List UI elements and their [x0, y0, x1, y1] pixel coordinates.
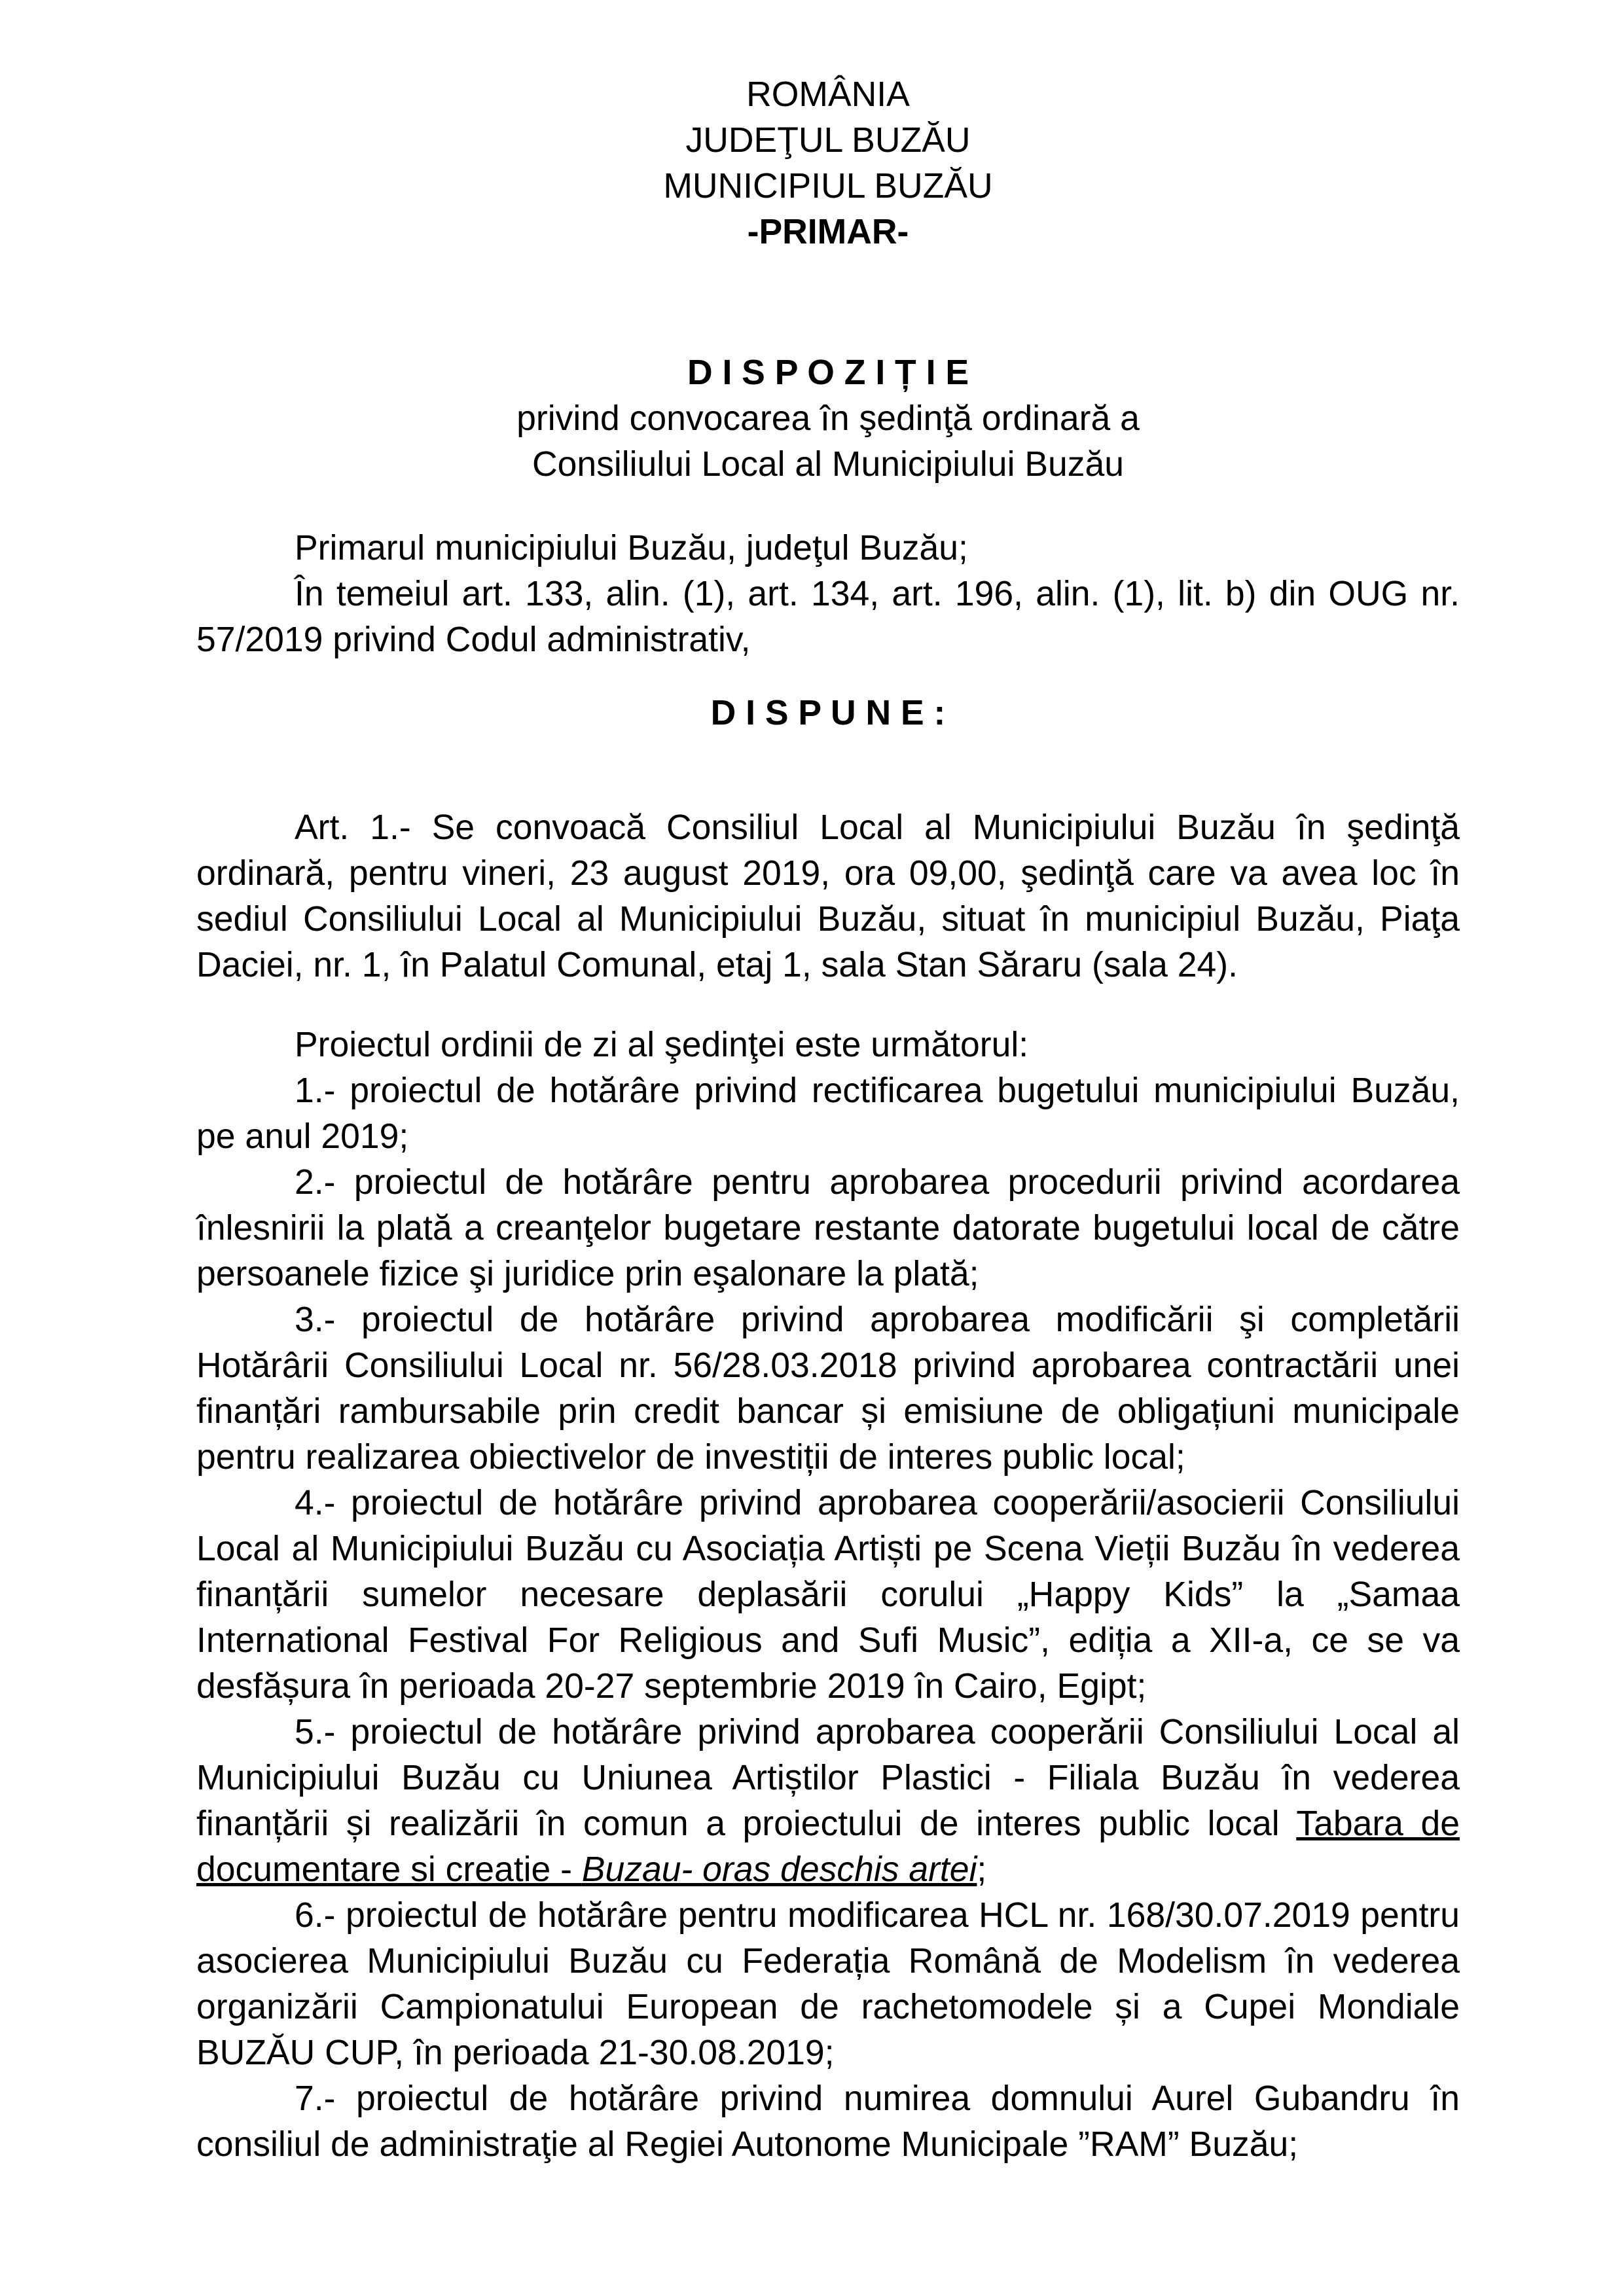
header-county: JUDEŢUL BUZĂU [685, 121, 971, 160]
document-title-block [196, 350, 1460, 488]
agenda-item-4: 4.- proiectul de hotărâre privind aprobarea cooperării/asocierii Consiliului Local al Municipiului Buzău cu Asociația Artiști pe Scena Vieții Buzău în vederea finanțării sumelor necesare deplasării corului „Happy Kids” la „Samaa International Festival For Religious and Sufi Music”, ediția a XII-a, ce se va desfășura în perioada 20-27 septembrie 2019 în Cairo, Egipt; [196, 1484, 1460, 1706]
agenda-item-5-text: 5.- proiectul de hotărâre privind aprobarea cooperării Consiliului Local al Municipiului Buzău cu Uniunea Artiștilor Plastici - Filiala Buzău în vederea finanțării și realizării în comun a proiectului de interes public local [196, 1713, 1460, 1843]
dispune-heading: D I S P U N E : [710, 694, 946, 732]
document-header [196, 72, 1460, 255]
agenda-item-7: 7.- proiectul de hotărâre privind numirea domnului Aurel Gubandru în consiliul de administraţie al Regiei Autonome Municipale ”RAM” Buzău; [196, 2079, 1460, 2164]
document-body [196, 72, 1460, 2168]
agenda-heading: Proiectul ordinii de zi al şedinţei este următorul: [295, 1026, 1029, 1064]
agenda-item-5-end: ; [977, 1850, 987, 1889]
agenda-item-5-project-tagline: Buzau- oras deschis artei [581, 1850, 977, 1889]
document-title: D I S P O Z I Ț I E [687, 353, 969, 392]
intro-line1: Primarul municipiului Buzău, judeţul Buzău; [295, 529, 968, 567]
document-subtitle-line1: privind convocarea în şedinţă ordinară a [516, 399, 1140, 438]
agenda-item-5 [196, 1710, 1460, 1893]
agenda-item-3: 3.- proiectul de hotărâre privind aprobarea modificării şi completării Hotărârii Consiliului Local nr. 56/28.03.2018 privind aprobarea contractării unei finanțări rambursabile prin credit bancar și emisiune de obligațiuni municipale pentru realizarea obiectivelor de investiții de interes public local; [196, 1300, 1460, 1477]
agenda-item-2: 2.- proiectul de hotărâre pentru aprobarea procedurii privind acordarea înlesnirii la plată a creanţelor bugetare restante datorate bugetului local de către persoanele fizice şi juridice prin eşalonare la plată; [196, 1163, 1460, 1293]
header-municipality: MUNICIPIUL BUZĂU [663, 167, 993, 206]
agenda-section [196, 1022, 1460, 2168]
document-subtitle-line2: Consiliului Local al Municipiului Buzău [532, 445, 1125, 484]
header-country: ROMÂNIA [746, 75, 910, 114]
article-1: Art. 1.- Se convoacă Consiliul Local al Municipiului Buzău în şedinţă ordinară, pentru vineri, 23 august 2019, ora 09,00, şedinţă care va avea loc în sediul Consiliului Local al Municipiului Buzău, situat în municipiul Buzău, Piaţa Daciei, nr. 1, în Palatul Comunal, etaj 1, sala Stan Săraru (sala 24). [196, 808, 1460, 984]
agenda-item-6: 6.- proiectul de hotărâre pentru modificarea HCL nr. 168/30.07.2019 pentru asocierea Municipiului Buzău cu Federația Română de Modelism în vederea organizării Campionatului European de rachetomodele și a Cupei Mondiale BUZĂU CUP, în perioada 21-30.08.2019; [196, 1896, 1460, 2072]
agenda-item-1: 1.- proiectul de hotărâre privind rectificarea bugetului municipiului Buzău, pe anul 2019; [196, 1071, 1460, 1156]
header-office: -PRIMAR- [747, 213, 909, 251]
intro-section [196, 526, 1460, 663]
agenda-item-5-project-name: Tabara de documentare si creatie - [196, 1804, 1460, 1889]
intro-line2: În temeiul art. 133, alin. (1), art. 134, art. 196, alin. (1), lit. b) din OUG nr. 57/2019 privind Codul administrativ, [196, 575, 1460, 659]
